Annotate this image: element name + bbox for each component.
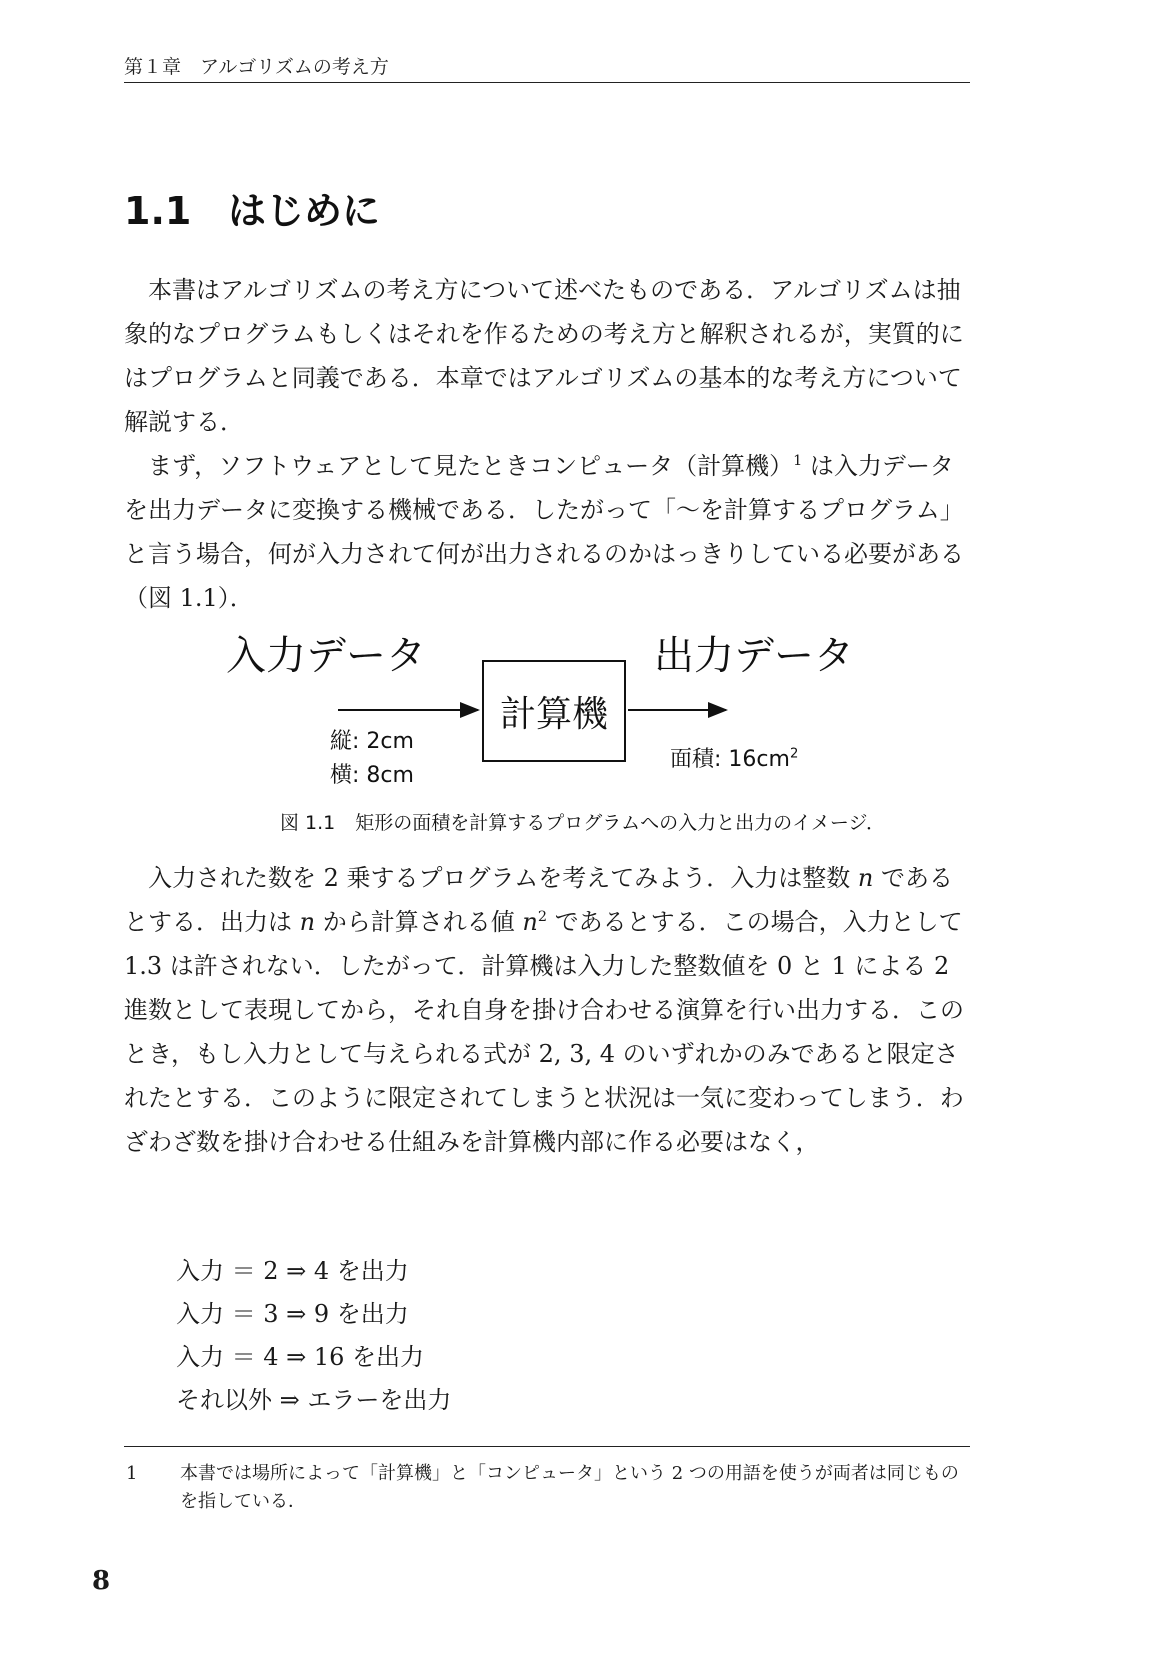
p3-var-n-2: n (299, 908, 316, 936)
figure-process-label: 計算機 (499, 693, 608, 735)
paragraph-computer-text-1: まず，ソフトウェアとして見たときコンピュータ（計算機） (148, 452, 794, 480)
paragraph-intro: 本書はアルゴリズムの考え方について述べたものである．アルゴリズムは抽象的なプログラムもしくはそれを作るための考え方と解釈されるが，実質的にはプログラムと同義である．本章ではアルゴリズムの基本的な考え方について解説する． (124, 276, 964, 436)
figure-caption-text: 矩形の面積を計算するプログラムへの入力と出力のイメージ． (355, 812, 885, 834)
figure-input-width: 横: 8cm (330, 763, 414, 788)
page-number: 8 (92, 1566, 111, 1596)
section-title: はじめに (228, 189, 381, 233)
paragraph-computer (124, 444, 970, 620)
figure-caption-label: 図 1.1 (280, 812, 336, 834)
paragraph-computer-text-2: は入力データを出力データに変換する機械である．したがって「〜を計算するプログラム」と言う場合，何が入力されて何が出力されるのかはっきりしている必要がある（図 1.1）． (124, 452, 964, 612)
header-rule (124, 82, 970, 83)
section-heading (124, 180, 380, 235)
footnote-mark: 1 (126, 1463, 138, 1484)
p3-text-3: から計算される値 (315, 908, 523, 936)
paragraph-square (124, 856, 970, 1164)
running-head: 第１章 アルゴリズムの考え方 (124, 56, 389, 78)
p3-text-4: であるとする．この場合，入力として 1.3 は許されない．したがって．計算機は入力した整数値を 0 と 1 による 2 進数として表現してから，それ自身を掛け合わせる演算を行い出力する．このとき，もし入力として与えられる式が 2, 3, 4 のいずれかのみであると限定されたとする．このように限定されてしまうと状況は一気に変わってしまう．わざわざ数を掛け合わせる仕組みを計算機内部に作る必要はなく， (124, 908, 964, 1156)
equation-line: 入力 ＝ 3 ⇒ 9 を出力 (176, 1300, 409, 1328)
p3-var-n: n (857, 864, 874, 892)
footnote-reference: 1 (793, 453, 803, 469)
equation-line: それ以外 ⇒ エラーを出力 (176, 1386, 452, 1414)
footnote-rule (124, 1446, 970, 1447)
figure-output-area-text: 面積: 16cm (670, 747, 790, 772)
equation-line: 入力 ＝ 2 ⇒ 4 を出力 (176, 1257, 409, 1285)
figure-caption (0, 808, 1165, 835)
equation-list (176, 1250, 451, 1422)
figure-input-output (0, 633, 1165, 810)
figure-input-height: 縦: 2cm (330, 729, 414, 754)
footnote-text: 本書では場所によって「計算機」と「コンピュータ」という 2 つの用語を使うが両者は同じものを指している． (180, 1463, 959, 1512)
figure-output-label: 出力データ (654, 633, 854, 679)
figure-input-label: 入力データ (226, 633, 426, 679)
footnote (124, 1460, 970, 1516)
p3-text-1: 入力された数を 2 乗するプログラムを考えてみよう．入力は整数 (148, 864, 858, 892)
figure-output-area (670, 742, 798, 773)
equation-line: 入力 ＝ 4 ⇒ 16 を出力 (176, 1343, 425, 1371)
p3-exponent: 2 (537, 909, 547, 925)
figure-output-area-exponent: 2 (789, 746, 799, 762)
p3-text-2: であるとする．出力は (124, 864, 954, 936)
figure-arrows (0, 640, 1165, 810)
section-number: 1.1 (124, 189, 192, 233)
p3-var-n-3: n (522, 908, 538, 936)
